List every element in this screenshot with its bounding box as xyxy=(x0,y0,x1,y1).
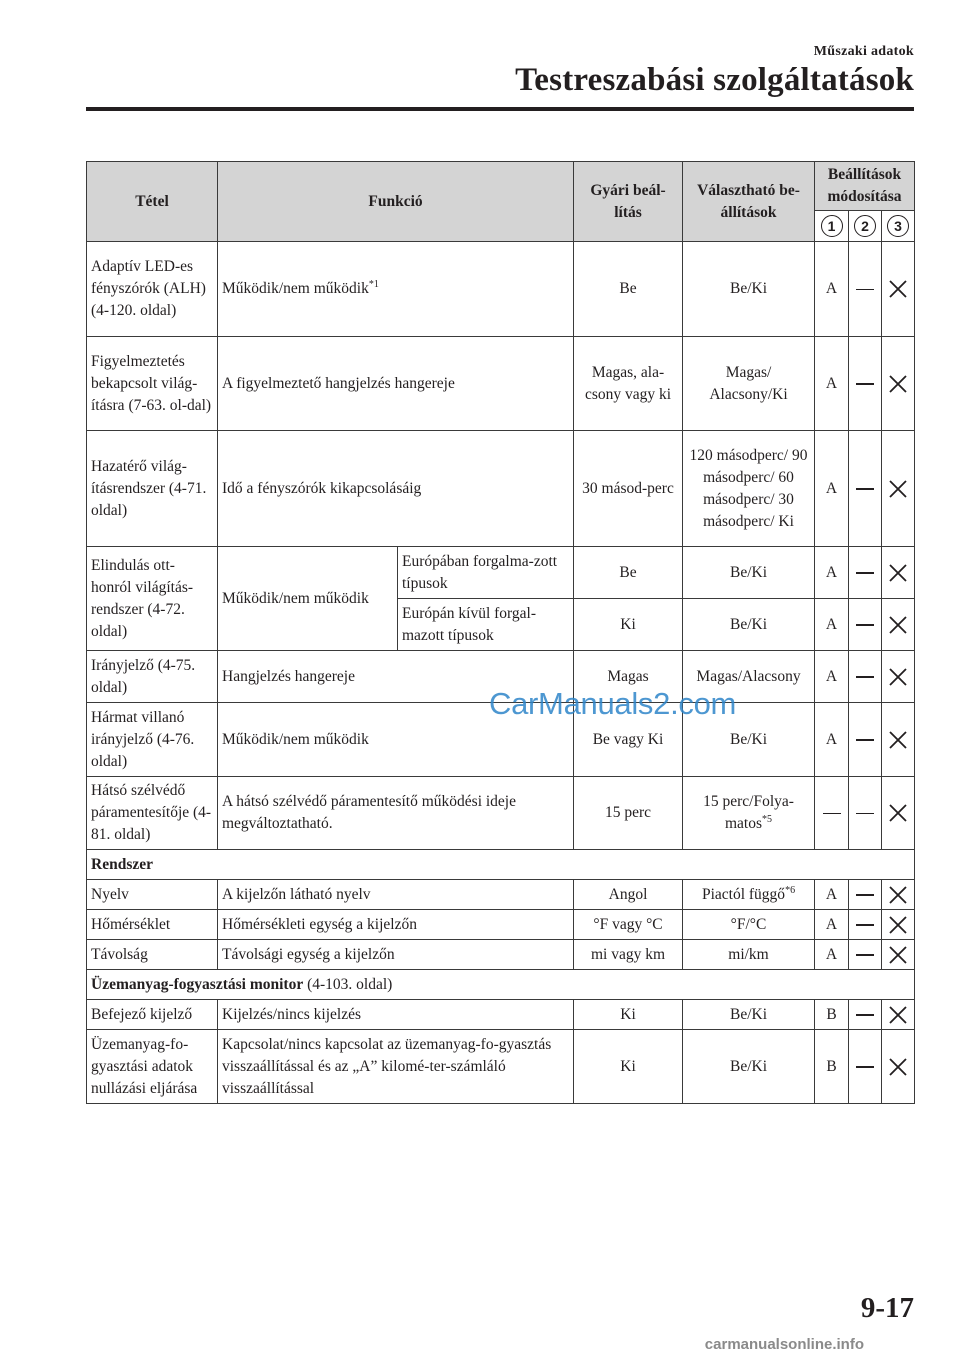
cell-method-2 xyxy=(849,337,882,431)
cross-icon xyxy=(888,915,908,935)
cross-icon xyxy=(888,667,908,687)
table-row xyxy=(87,547,915,599)
cell-valaszthato: Piactól függő$^{*6}$ xyxy=(683,880,815,910)
cell-gyari: Angol xyxy=(574,880,683,910)
cell-method-1: B xyxy=(815,1000,849,1030)
dash-icon xyxy=(856,1014,874,1016)
cell-method-1: B xyxy=(815,1030,849,1104)
cell-funkcio: Működik/nem működik$^{*1}$ xyxy=(218,242,574,337)
cell-method-1: A xyxy=(815,940,849,970)
col-header-method-3 xyxy=(882,211,915,242)
cross-icon xyxy=(888,615,908,635)
cell-tetel: Üzemanyag-fo-gyasztási adatok nullázási eljárása xyxy=(87,1030,218,1104)
settings-table xyxy=(86,161,915,1104)
table-header-row xyxy=(87,162,915,211)
cell-gyari: 15 perc xyxy=(574,777,683,850)
cell-method-2 xyxy=(849,242,882,337)
section-header: Műszaki adatok xyxy=(813,44,914,59)
cell-method-1: A xyxy=(815,880,849,910)
cell-method-3 xyxy=(882,1000,915,1030)
cell-gyari: Ki xyxy=(574,1030,683,1104)
cell-gyari: Ki xyxy=(574,1000,683,1030)
cell-valaszthato: Be/Ki xyxy=(683,547,815,599)
cell-gyari: Be xyxy=(574,242,683,337)
cell-method-2 xyxy=(849,1000,882,1030)
cell-valaszthato: °F/°C xyxy=(683,910,815,940)
cell-method-2 xyxy=(849,1030,882,1104)
cell-valaszthato: 120 másodperc/ 90 másodperc/ 60 másodperc/ 30 másodperc/ Ki xyxy=(683,431,815,547)
cell-subtype: Európában forgalma-zott típusok xyxy=(398,547,574,599)
cell-funkcio: Távolsági egység a kijelzőn xyxy=(218,940,574,970)
cell-method-1: A xyxy=(815,431,849,547)
cell-method-2 xyxy=(849,880,882,910)
watermark: CarManuals2.com xyxy=(489,686,737,721)
dash-icon xyxy=(856,954,874,956)
cell-funkcio: Kapcsolat/nincs kapcsolat az üzemanyag-fo-gyasztás visszaállítással és az „A” kilomé-ter-számláló visszaállítással xyxy=(218,1030,574,1104)
cell-method-2 xyxy=(849,599,882,651)
cell-method-1: A xyxy=(815,242,849,337)
cell-funkcio: Hőmérsékleti egység a kijelzőn xyxy=(218,910,574,940)
footer-watermark: carmanualsonline.info xyxy=(704,1336,864,1353)
cell-tetel: Hőmérséklet xyxy=(87,910,218,940)
dash-icon xyxy=(856,894,874,896)
col-header-valaszthato: Választható be-állítások xyxy=(683,162,815,242)
cell-funkcio: Működik/nem működik xyxy=(218,547,398,651)
cell-valaszthato: Be/Ki xyxy=(683,242,815,337)
table-row xyxy=(87,880,915,910)
section-rendszer: Rendszer xyxy=(87,850,915,880)
cell-method-1 xyxy=(815,777,849,850)
cell-tetel: Hármat villanó irányjelző (4-76. oldal) xyxy=(87,703,218,777)
cell-method-2 xyxy=(849,940,882,970)
cell-gyari: Magas, ala-csony vagy ki xyxy=(574,337,683,431)
cell-valaszthato: Magas/Alacsony xyxy=(683,651,815,703)
cell-valaszthato: Be/Ki xyxy=(683,1000,815,1030)
cell-tetel: Adaptív LED-es fényszórók (ALH) (4-120. oldal) xyxy=(87,242,218,337)
table-row xyxy=(87,431,915,547)
page-number: 9-17 xyxy=(860,1292,914,1324)
cell-funkcio: Idő a fényszórók kikapcsolásáig xyxy=(218,431,574,547)
cross-icon xyxy=(888,1057,908,1077)
cell-method-2 xyxy=(849,651,882,703)
dash-icon xyxy=(856,289,874,291)
cell-gyari: °F vagy °C xyxy=(574,910,683,940)
cell-gyari: Be xyxy=(574,547,683,599)
cell-gyari: Be vagy Ki xyxy=(574,703,683,777)
cell-funkcio: A figyelmeztető hangjelzés hangereje xyxy=(218,337,574,431)
table-row xyxy=(87,337,915,431)
cell-method-3 xyxy=(882,431,915,547)
cell-gyari: mi vagy km xyxy=(574,940,683,970)
table-row xyxy=(87,1030,915,1104)
cell-method-1: A xyxy=(815,599,849,651)
cell-method-3 xyxy=(882,940,915,970)
cell-funkcio: Kijelzés/nincs kijelzés xyxy=(218,1000,574,1030)
cell-method-3 xyxy=(882,547,915,599)
cell-method-1: A xyxy=(815,910,849,940)
cell-funkcio: A kijelzőn látható nyelv xyxy=(218,880,574,910)
cell-gyari: Ki xyxy=(574,599,683,651)
cell-method-3 xyxy=(882,777,915,850)
cell-valaszthato: Be/Ki xyxy=(683,703,815,777)
table-row xyxy=(87,910,915,940)
cell-method-1: A xyxy=(815,337,849,431)
dash-icon xyxy=(856,739,874,741)
cell-tetel: Befejező kijelző xyxy=(87,1000,218,1030)
cross-icon xyxy=(888,279,908,299)
cell-gyari: Magas xyxy=(574,651,683,703)
cell-valaszthato: Magas/ Alacsony/Ki xyxy=(683,337,815,431)
cell-method-3 xyxy=(882,337,915,431)
cell-tetel: Nyelv xyxy=(87,880,218,910)
dash-icon xyxy=(856,572,874,574)
cross-icon xyxy=(888,885,908,905)
cell-method-2 xyxy=(849,777,882,850)
page-title: Testreszabási szolgáltatások xyxy=(515,62,914,98)
cross-icon xyxy=(888,945,908,965)
cell-method-2 xyxy=(849,910,882,940)
cell-funkcio: A hátsó szélvédő páramentesítő működési ideje megváltoztatható. xyxy=(218,777,574,850)
dash-icon xyxy=(856,676,874,678)
cell-tetel: Távolság xyxy=(87,940,218,970)
cell-method-2 xyxy=(849,703,882,777)
cross-icon xyxy=(888,374,908,394)
col-header-gyari: Gyári beál-lítás xyxy=(574,162,683,242)
dash-icon xyxy=(823,813,841,815)
dash-icon xyxy=(856,383,874,385)
cell-method-1: A xyxy=(815,703,849,777)
cell-tetel: Hátsó szélvédő páramentesítője (4-81. oldal) xyxy=(87,777,218,850)
header-rule xyxy=(86,107,914,111)
cell-method-2 xyxy=(849,431,882,547)
dash-icon xyxy=(856,1066,874,1068)
col-header-tetel: Tétel xyxy=(87,162,218,242)
cross-icon xyxy=(888,563,908,583)
dash-icon xyxy=(856,624,874,626)
cell-method-1: A xyxy=(815,547,849,599)
cell-valaszthato: 15 perc/Folya-matos$^{*5}$ xyxy=(683,777,815,850)
cell-method-3 xyxy=(882,242,915,337)
table-row xyxy=(87,940,915,970)
cell-method-1: A xyxy=(815,651,849,703)
table-row xyxy=(87,1000,915,1030)
cross-icon xyxy=(888,479,908,499)
cell-tetel: Irányjelző (4-75. oldal) xyxy=(87,651,218,703)
section-row xyxy=(87,850,915,880)
cell-method-3 xyxy=(882,599,915,651)
cross-icon xyxy=(888,730,908,750)
cell-method-3 xyxy=(882,1030,915,1104)
cell-tetel: Figyelmeztetés bekapcsolt világ-ításra (7-63. ol-dal) xyxy=(87,337,218,431)
cell-tetel: Hazatérő világ-ításrendszer (4-71. oldal) xyxy=(87,431,218,547)
table-row xyxy=(87,777,915,850)
cell-valaszthato: Be/Ki xyxy=(683,599,815,651)
dash-icon xyxy=(856,813,874,815)
col-header-funkcio: Funkció xyxy=(218,162,574,242)
circled-number-3-icon: 3 xyxy=(887,215,909,237)
cell-method-3 xyxy=(882,910,915,940)
cell-method-3 xyxy=(882,880,915,910)
cross-icon xyxy=(888,1005,908,1025)
cell-subtype: Európán kívül forgal-mazott típusok xyxy=(398,599,574,651)
cell-method-3 xyxy=(882,703,915,777)
cell-tetel: Elindulás ott-honról világítás-rendszer (4-72. oldal) xyxy=(87,547,218,651)
section-row xyxy=(87,970,915,1000)
section-uzemanyag: Üzemanyag-fogyasztási monitor (4-103. oldal) xyxy=(87,970,915,1000)
cell-method-2 xyxy=(849,547,882,599)
table-row xyxy=(87,242,915,337)
cell-gyari: 30 másod-perc xyxy=(574,431,683,547)
circled-number-2-icon: 2 xyxy=(854,215,876,237)
cell-method-3 xyxy=(882,651,915,703)
cell-funkcio: Hangjelzés hangereje xyxy=(218,651,574,703)
col-header-modositas: Beállítások módosítása xyxy=(815,162,915,211)
dash-icon xyxy=(856,488,874,490)
cell-funkcio: Működik/nem működik xyxy=(218,703,574,777)
circled-number-1-icon: 1 xyxy=(821,215,843,237)
col-header-method-2 xyxy=(849,211,882,242)
cell-valaszthato: Be/Ki xyxy=(683,1030,815,1104)
col-header-method-1 xyxy=(815,211,849,242)
dash-icon xyxy=(856,924,874,926)
cell-valaszthato: mi/km xyxy=(683,940,815,970)
cross-icon xyxy=(888,803,908,823)
